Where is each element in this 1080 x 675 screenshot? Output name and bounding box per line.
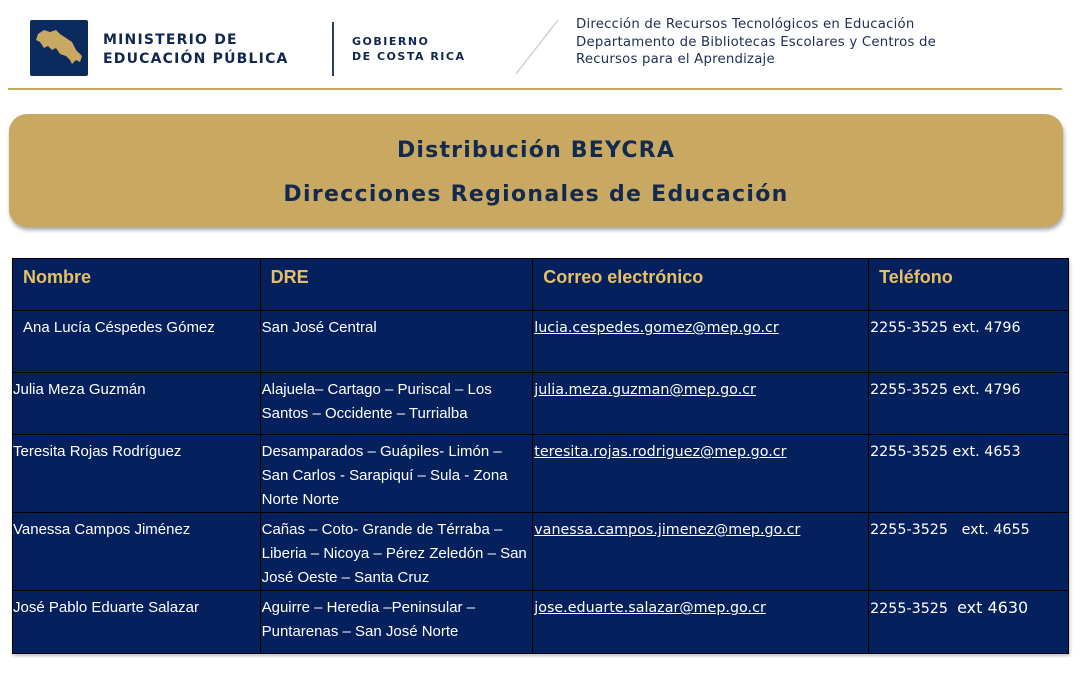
table-header-row xyxy=(13,259,1069,311)
email-link[interactable]: teresita.rojas.rodriguez@mep.go.cr xyxy=(534,444,787,460)
cell-correo xyxy=(533,311,869,373)
cell-telefono: 2255-3525 ext. 4655 xyxy=(869,513,1069,591)
telefono-ext: ext 4630 xyxy=(957,598,1029,617)
direccion-line1: Dirección de Recursos Tecnológicos en Educación xyxy=(576,17,915,32)
page-header xyxy=(0,0,1080,88)
column-header-correo: Correo electrónico xyxy=(533,259,869,311)
cell-nombre: Vanessa Campos Jiménez xyxy=(13,513,261,591)
title-banner xyxy=(9,114,1063,227)
column-header-nombre: Nombre xyxy=(13,259,261,311)
cell-dre: Desamparados – Guápiles- Limón – San Carlos - Sarapiquí – Sula - Zona Norte Norte xyxy=(260,435,533,513)
table-row xyxy=(13,311,1069,373)
header-rule xyxy=(8,88,1062,90)
cell-nombre: Ana Lucía Céspedes Gómez xyxy=(13,311,261,373)
costa-rica-map-icon xyxy=(30,20,88,76)
banner-title: Distribución BEYCRA xyxy=(396,138,676,163)
distribution-table xyxy=(12,258,1069,654)
cell-correo xyxy=(533,373,869,435)
direccion-line3: Recursos para el Aprendizaje xyxy=(576,52,775,68)
cell-nombre: Julia Meza Guzmán xyxy=(13,373,261,435)
table-row xyxy=(13,373,1069,435)
header-slash-divider xyxy=(512,18,562,76)
header-divider xyxy=(332,22,334,76)
cell-nombre: Teresita Rojas Rodríguez xyxy=(13,435,261,513)
cell-dre: Cañas – Coto- Grande de Térraba – Liberia – Nicoya – Pérez Zeledón – San José Oeste – Santa Cruz xyxy=(260,513,533,591)
ministerio-line2: EDUCACIÓN PÚBLICA xyxy=(103,51,289,67)
cell-telefono xyxy=(869,591,1069,654)
banner-subtitle: Direcciones Regionales de Educación xyxy=(283,182,789,207)
cell-correo xyxy=(533,591,869,654)
table-row xyxy=(13,513,1069,591)
column-header-telefono: Teléfono xyxy=(869,259,1069,311)
gobierno-line2: DE COSTA RICA xyxy=(352,50,466,63)
cell-correo xyxy=(533,435,869,513)
telefono-prefix: 2255-3525 xyxy=(870,601,958,617)
ministerio-logo-text xyxy=(103,31,289,69)
email-link[interactable]: lucia.cespedes.gomez@mep.go.cr xyxy=(534,320,779,336)
column-header-dre: DRE xyxy=(260,259,533,311)
direccion-heading xyxy=(576,16,936,69)
cell-dre: San José Central xyxy=(260,311,533,373)
cell-correo xyxy=(533,513,869,591)
table-row xyxy=(13,435,1069,513)
gobierno-line1: GOBIERNO xyxy=(352,35,430,48)
cell-telefono: 2255-3525 ext. 4796 xyxy=(869,311,1069,373)
cell-dre: Alajuela– Cartago – Puriscal – Los Santos – Occidente – Turrialba xyxy=(260,373,533,435)
direccion-line2: Departamento de Bibliotecas Escolares y Centros de xyxy=(576,34,937,50)
email-link[interactable]: vanessa.campos.jimenez@mep.go.cr xyxy=(534,522,801,538)
email-link[interactable]: julia.meza.guzman@mep.go.cr xyxy=(534,382,756,398)
cell-nombre: José Pablo Eduarte Salazar xyxy=(13,591,261,654)
cell-telefono: 2255-3525 ext. 4796 xyxy=(869,373,1069,435)
gobierno-logo-text xyxy=(352,34,465,64)
cell-telefono: 2255-3525 ext. 4653 xyxy=(869,435,1069,513)
email-link[interactable]: jose.eduarte.salazar@mep.go.cr xyxy=(534,600,766,616)
table-row xyxy=(13,591,1069,654)
cell-dre: Aguirre – Heredia –Peninsular – Puntarenas – San José Norte xyxy=(260,591,533,654)
ministerio-line1: MINISTERIO DE xyxy=(103,32,238,48)
